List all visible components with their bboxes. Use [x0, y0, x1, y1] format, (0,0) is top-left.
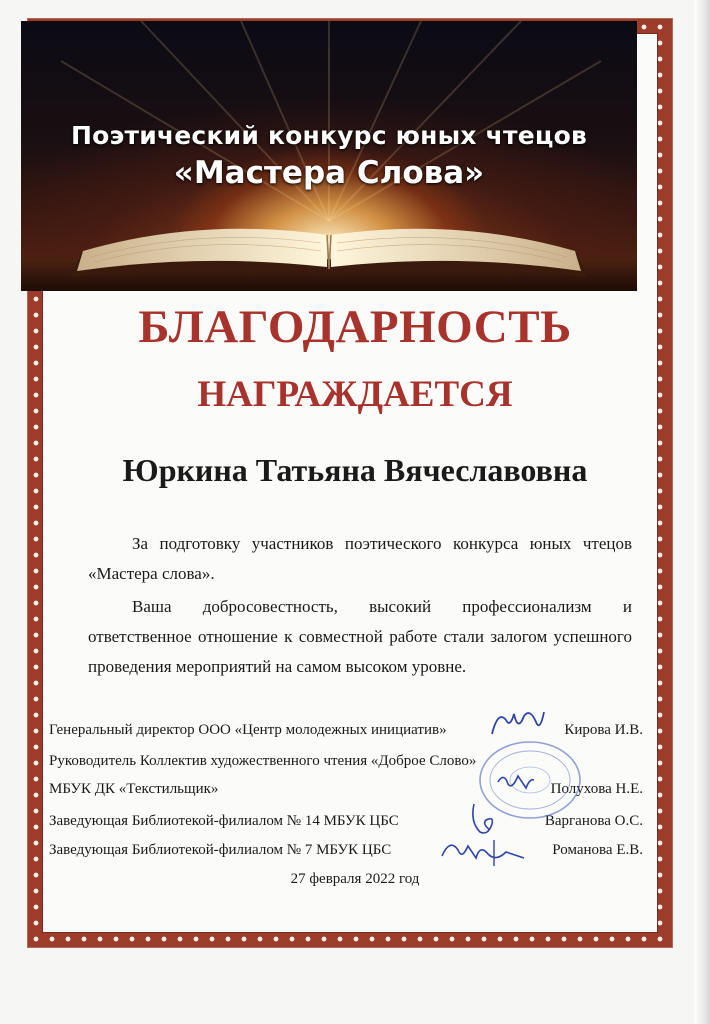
certificate-title: БЛАГОДАРНОСТЬ — [138, 301, 572, 353]
signature-2 — [496, 770, 536, 794]
banner-title-line2: «Мастера Слова» — [173, 155, 485, 191]
signature-4 — [436, 832, 530, 872]
banner-title-line1: Поэтический конкурс юных чтецов — [70, 121, 587, 150]
recipient-name: Юркина Татьяна Вячеславовна — [122, 452, 588, 488]
signatory-name: Полухова Н.Е. — [550, 781, 643, 797]
paragraph-2-text: Ваша добросовестность, высокий профессионализм и ответственное отношение к совместной работе стали залогом успешного проведения мероприятий на самом высоком уровне. — [88, 597, 632, 676]
paragraph-1-text: За подготовку участников поэтического конкурса юных чтецов «Мастера слова». — [88, 534, 632, 583]
signatory-name: Романова Е.В. — [552, 842, 643, 858]
certificate-subtitle: НАГРАЖДАЕТСЯ — [197, 374, 513, 415]
signatory-role: МБУК ДК «Текстильщик» — [49, 781, 219, 797]
signatory-name: Кирова И.В. — [564, 722, 643, 738]
signatory-role: Заведующая Библиотекой-филиалом № 7 МБУК ЦБС — [49, 842, 392, 858]
signature-1 — [488, 702, 548, 744]
signatory-name: Варганова О.С. — [544, 813, 643, 829]
issue-date: 27 февраля 2022 год — [290, 871, 420, 887]
signatory-row — [49, 842, 643, 864]
banner-image — [21, 21, 637, 291]
signatory-role: Генеральный директор ООО «Центр молодежных инициатив» — [49, 722, 447, 738]
signatory-role: Руководитель Коллектив художественного чтения «Доброе Слово» — [49, 753, 477, 769]
signatory-role: Заведующая Библиотекой-филиалом № 14 МБУК ЦБС — [49, 813, 399, 829]
body-paragraph-1 — [88, 529, 632, 589]
body-paragraph-2 — [88, 592, 632, 682]
